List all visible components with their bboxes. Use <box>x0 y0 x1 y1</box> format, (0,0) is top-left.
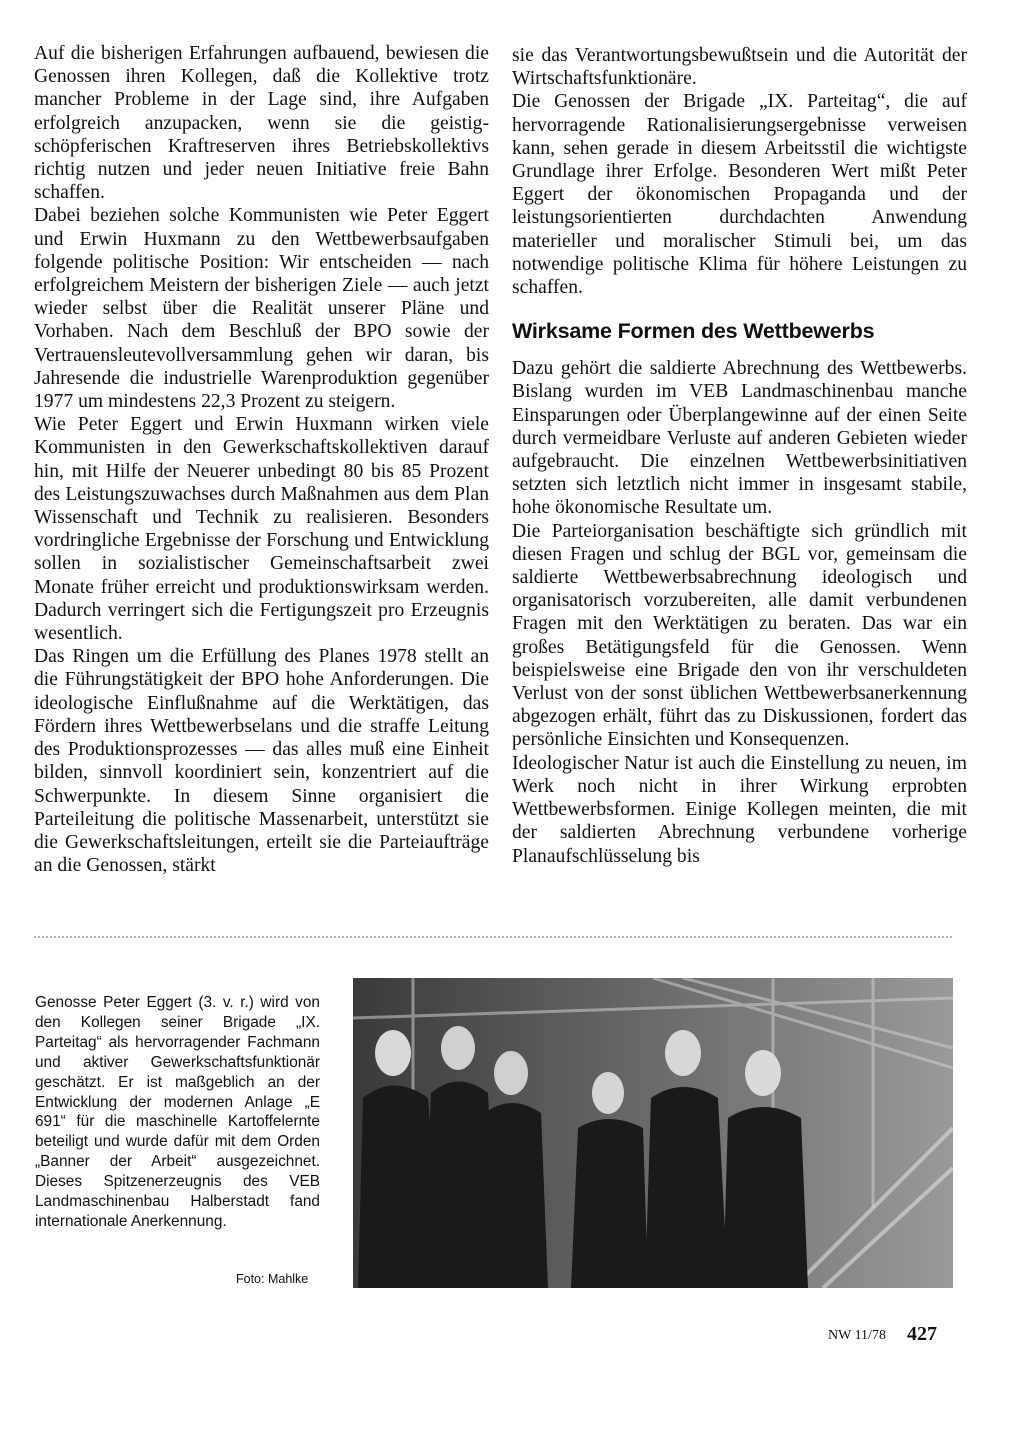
paragraph: Dabei beziehen solche Kommunisten wie Peter Eggert und Erwin Huxmann zu den Wettbewerbsaufgaben folgende politische Position: Wir entscheiden — nach erfolgreichem Meistern der bisherigen Ziele — auch jetzt wieder selbst über die Realität unserer Pläne und Vorhaben. Nach dem Beschluß der BPO sowie der Vertrauensleutevollversammlung gehen wir daran, bis Jahresende die industrielle Warenproduktion gegenüber 1977 um mindestens 22,3 Prozent zu steigern. <box>34 205 489 413</box>
paragraph: Das Ringen um die Erfüllung des Planes 1978 stellt an die Führungstätigkeit der BPO hohe Anforderungen. Die ideologische Einflußnahme auf die Werktätigen, das Fördern ihres Wettbewerbselans und die straffe Leitung des Produktionsprozesses — das alles muß eine Einheit bilden, sinnvoll koordiniert sein, konzentriert auf die Schwerpunkte. In diesem Sinne organisiert die Parteileitung die politische Massenarbeit, unterstützt sie die Gewerkschaftsleitungen, erteilt sie die Parteiaufträge an die Genossen, stärkt <box>34 646 489 877</box>
paragraph: Wie Peter Eggert und Erwin Huxmann wirken viele Kommunisten in den Gewerkschaftskollektiven darauf hin, mit Hilfe der Neuerer unbedingt 80 bis 85 Prozent des Leistungszuwachses durch Maßnahmen aus dem Plan Wissenschaft und Technik zu realisieren. Besonders vordringliche Ergebnisse der Forschung und Entwicklung sollen in sozialistischer Gemeinschaftsarbeit zwei Monate früher erreicht und produktionswirksam werden. Dadurch verringert sich die Fertigungszeit pro Erzeugnis wesentlich. <box>34 414 489 645</box>
paragraph: Auf die bisherigen Erfahrungen aufbauend, bewiesen die Genossen ihren Kollegen, daß die Kollektive trotz mancher Probleme in der Lage sind, ihre Aufgaben erfolgreich anzupacken, wenn sie die geistig-schöpferischen Kraftreserven ihres Betriebskollektivs richtig nutzen und jeder neuen Initiative freie Bahn schaffen. <box>34 43 489 204</box>
journal-issue: NW 11/78 <box>828 1328 886 1343</box>
section-heading: Wirksame Formen des Wettbewerbs <box>512 319 875 344</box>
right-text-column <box>512 44 967 868</box>
group-photo-illustration <box>353 978 953 1288</box>
dotted-divider <box>34 936 952 938</box>
paragraph: Dazu gehört die saldierte Abrechnung des Wettbewerbs. Bislang wurden im VEB Landmaschinenbau manche Einsparungen oder Überplangewinne auf der einen Seite durch vermeidbare Verluste auf anderen Gebieten wieder aufgebraucht. Die einzelnen Wettbewerbsinitiativen setzten sich letztlich nicht immer in insgesamt stabile, hohe ökonomische Resultate um. <box>512 358 967 519</box>
page-number: 427 <box>907 1323 937 1345</box>
paragraph: Die Parteiorganisation beschäftigte sich gründlich mit diesen Fragen und schlug der BGL vor, gemeinsam die saldierte Wettbewerbsabrechnung ideologisch und organisatorisch vorzubereiten, alle damit verbundenen Fragen mit den Werktätigen zu beraten. Das war ein großes Betätigungsfeld für die Genossen. Wenn beispielsweise eine Brigade den von ihr verschuldeten Verlust von der sonst üblichen Wettbewerbsanerkennung abgezogen erhält, führt das zu Diskussionen, fordert das persönliche Einsichten und Konsequenzen. <box>512 520 967 751</box>
group-photo <box>353 978 953 1288</box>
paragraph: sie das Verantwortungsbewußtsein und die Autorität der Wirtschaftsfunktionäre. <box>512 45 967 90</box>
photo-caption: Genosse Peter Eggert (3. v. r.) wird von den Kollegen seiner Brigade „IX. Parteitag“ als hervorragender Fachmann und aktiver Gewerkschaftsfunktionär geschätzt. Er ist maßgeblich an der Entwicklung der modernen Anlage „E 691“ für die maschinelle Kartoffelernte beteiligt und wurde dafür mit dem Orden „Banner der Arbeit“ ausgezeichnet. Dieses Spitzenerzeugnis des VEB Landmaschinenbau Halberstadt fand internationale Anerkennung. <box>35 994 320 1230</box>
paragraph: Ideologischer Natur ist auch die Einstellung zu neuen, im Werk noch nicht in ihrer Wirkung erprobten Wettbewerbsformen. Einige Kollegen meinten, die mit der saldierten Abrechnung verbundene vorherige Planaufschlüsselung bis <box>512 752 967 867</box>
paragraph: Die Genossen der Brigade „IX. Parteitag“, die auf hervorragende Rationalisierungsergebnisse verweisen kann, sehen gerade in diesem Arbeitsstil die wichtigste Grundlage ihrer Erfolge. Besonderen Wert mißt Peter Eggert der ökonomischen Propaganda und der leistungsorientierten durchdachten Anwendung materieller und moralischer Stimuli bei, um das notwendige politische Klima für höhere Leistungen zu schaffen. <box>512 91 967 299</box>
left-text-column <box>34 42 489 877</box>
photo-credit: Foto: Mahlke <box>236 1272 309 1286</box>
